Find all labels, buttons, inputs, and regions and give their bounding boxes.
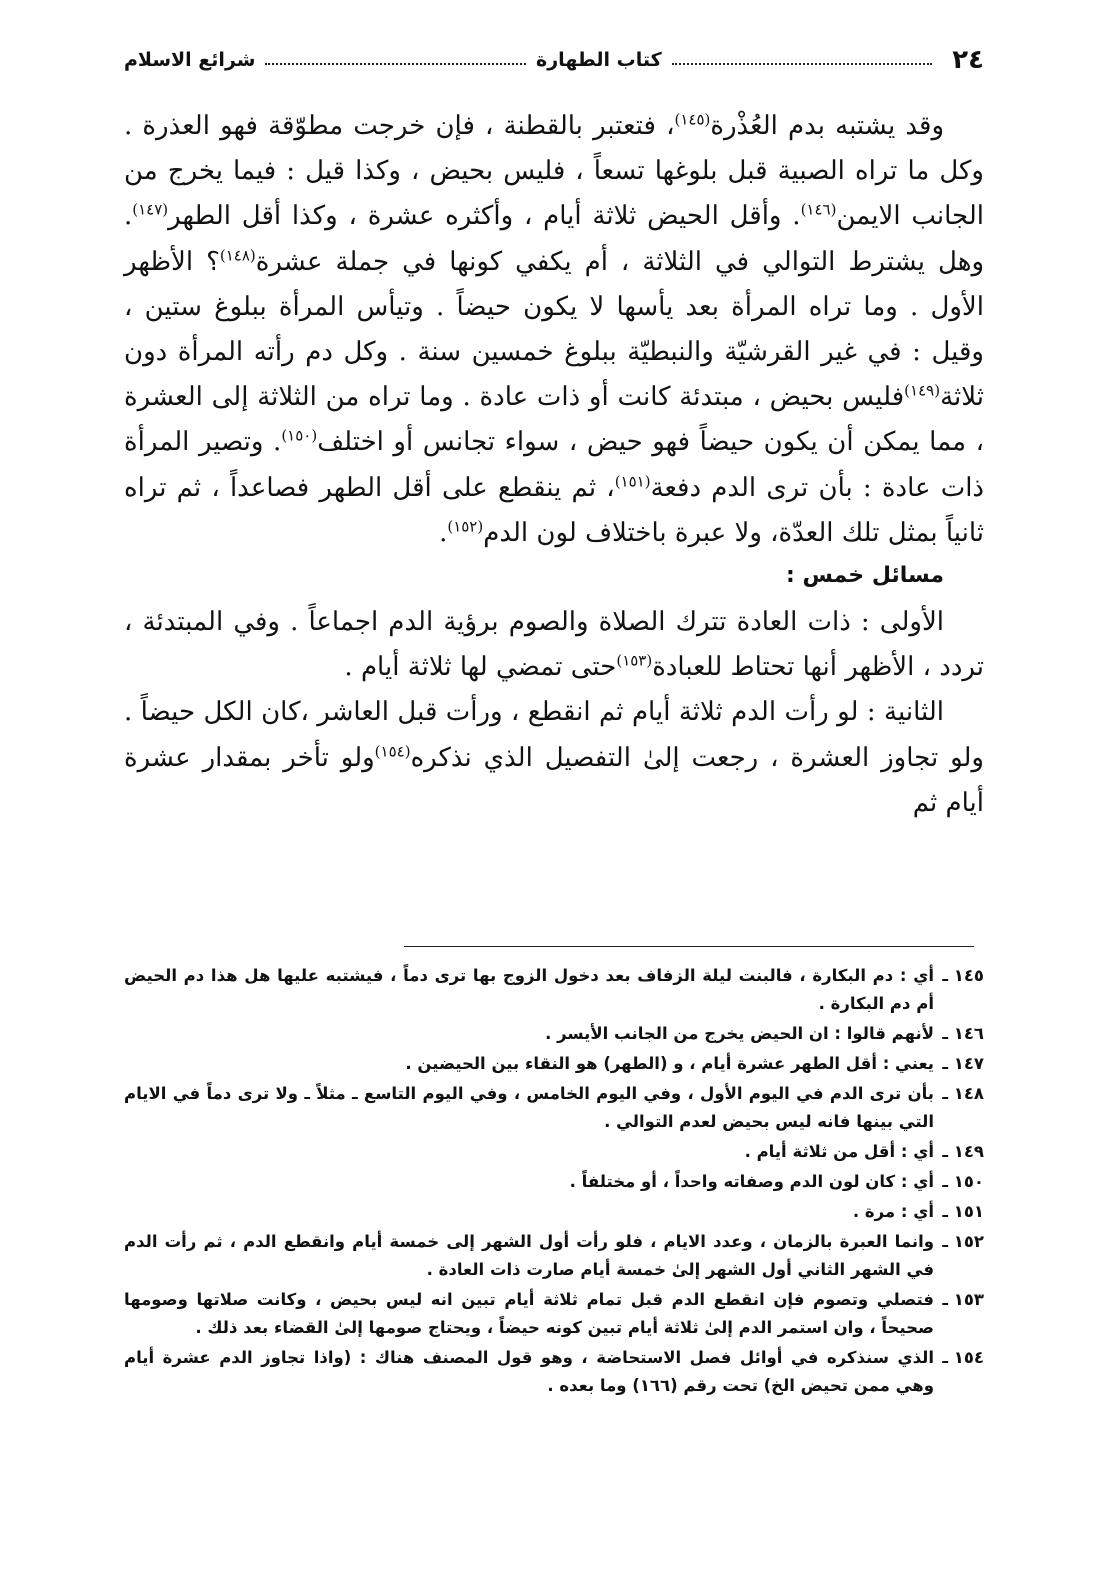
text-run: ؟ الأظهر الأول . وما تراه المرأة بعد يأسها لا يكون حيضاً . وتيأس المرأة ببلوغ ستين ، وقيل : في غير القرشيّة والنبطيّة ببلوغ خمسين سنة . وكل دم رأته المرأة دون ثلاثة <box>124 246 984 413</box>
footnote <box>124 1138 984 1166</box>
text-run: ولو تأخر بمقدار عشرة أيام ثم <box>124 742 984 818</box>
running-header <box>124 40 984 80</box>
page-number: ٢٤ <box>952 45 984 75</box>
footnote-text: فتصلي وتصوم فإن انقطع الدم قبل تمام ثلاثة أيام تبين انه ليس بحيض ، وكانت صلاتها وصومها صحيحاً ، وان استمر الدم إلىٰ ثلاثة أيام تبين كونه حيضاً ، ويحتاج صومها إلىٰ القضاء بعد ذلك . <box>124 1290 934 1337</box>
footnote <box>124 1228 984 1284</box>
text-run: . وتصير المرأة ذات عادة : بأن ترى الدم دفعة <box>124 427 984 503</box>
footnote-ref[interactable]: (١٥٣) <box>616 651 653 670</box>
footnote <box>124 1050 984 1078</box>
text-run: الثانية : لو رأت الدم ثلاثة أيام ثم انقطع ، ورأت قبل العاشر ،كان الكل حيضاً . ولو تجاوز العشرة ، رجعت إلىٰ التفصيل الذي نذكره <box>124 697 984 773</box>
footnote-text: أي : دم البكارة ، فالبنت ليلة الزفاف بعد دخول الزوج بها ترى دماً ، فيشتبه عليها هل هذا دم الحيض أم دم البكارة . <box>124 966 934 1013</box>
footnote-ref[interactable]: (١٥٤) <box>374 741 411 760</box>
text-run: . <box>439 517 448 548</box>
footnote <box>124 1198 984 1226</box>
footnote-number: ١٤٧ ـ <box>942 1054 984 1073</box>
text-run: . وأقل الحيض ثلاثة أيام ، وأكثره عشرة ، وكذا أقل الطهر <box>168 201 801 232</box>
footnote-number: ١٥٢ ـ <box>942 1232 984 1251</box>
footnote-ref[interactable]: (١٤٩) <box>904 381 941 400</box>
footnote-ref[interactable]: (١٥٢) <box>447 517 484 536</box>
footnote <box>124 1344 984 1400</box>
footnote <box>124 1168 984 1196</box>
footnote-ref[interactable]: (١٤٧) <box>132 200 169 219</box>
text-run: الأولى : ذات العادة تترك الصلاة والصوم برؤية الدم اجماعاً . وفي المبتدئة ، تردد ، الأظهر أنها تحتاط للعبادة <box>124 607 984 683</box>
header-leader-dots <box>672 63 933 65</box>
footnote-number: ١٤٩ ـ <box>942 1142 984 1161</box>
footnote-number: ١٤٨ ـ <box>942 1084 984 1103</box>
paragraph <box>124 690 984 826</box>
footnote-text: أي : أقل من ثلاثة أيام . <box>744 1142 934 1161</box>
text-run: فليس بحيض ، مبتدئة كانت أو ذات عادة . وما تراه من الثلاثة إلى العشرة ، مما يمكن أن يكون حيضاً فهو حيض ، سواء تجانس أو اختلف <box>124 382 984 458</box>
chapter-title: كتاب الطهارة <box>536 49 662 71</box>
footnote <box>124 962 984 1018</box>
text-run: ، فتعتبر بالقطنة ، فإن خرجت مطوّقة فهو العذرة . وكل ما تراه الصبية قبل بلوغها تسعاً ، فليس بحيض ، وكذا قيل : فيما يخرج من الجانب الايمن <box>124 111 984 232</box>
footnote-ref[interactable]: (١٥١) <box>614 471 651 490</box>
text-run: حتى تمضي لها ثلاثة أيام . <box>344 652 617 683</box>
book-title: شرائع الاسلام <box>124 49 256 71</box>
footnote-text: بأن ترى الدم في اليوم الأول ، وفي اليوم الخامس ، وفي اليوم التاسع ـ مثلاً ـ ولا ترى دماً في الايام التي بينها فانه ليس بحيض لعدم التوالي . <box>124 1084 934 1131</box>
footnote-number: ١٤٦ ـ <box>942 1024 984 1043</box>
footnote-text: وانما العبرة بالزمان ، وعدد الايام ، فلو رأت أول الشهر إلى خمسة أيام وانقطع الدم ، ثم رأت الدم في الشهر الثاني أول الشهر إلىٰ خمسة أيام صارت ذات العادة . <box>124 1232 934 1279</box>
text-run: . وهل يشترط التوالي في الثلاثة ، أم يكفي كونها في جملة عشرة <box>124 201 984 277</box>
footnote-number: ١٥١ ـ <box>942 1202 984 1221</box>
footnote-text: أي : كان لون الدم وصفاته واحداً ، أو مختلفاً . <box>569 1172 934 1191</box>
footnote-ref[interactable]: (١٥٠) <box>281 426 318 445</box>
footnote-separator <box>404 946 974 947</box>
footnote-text: يعني : أقل الطهر عشرة أيام ، و (الطهر) هو النقاء بين الحيضين . <box>405 1054 934 1073</box>
footnote-number: ١٥٠ ـ <box>942 1172 984 1191</box>
footnote-ref[interactable]: (١٤٦) <box>800 200 837 219</box>
footnote-number: ١٤٥ ـ <box>942 966 984 985</box>
footnotes <box>124 962 984 1402</box>
footnote-ref[interactable]: (١٤٨) <box>219 245 256 264</box>
footnote <box>124 1080 984 1136</box>
header-leader-dots <box>265 63 526 65</box>
footnote <box>124 1286 984 1342</box>
footnote-ref[interactable]: (١٤٥) <box>674 110 711 129</box>
footnote-text: الذي سنذكره في أوائل فصل الاستحاضة ، وهو قول المصنف هناك : (واذا تجاوز الدم عشرة أيام وهي ممن تحيض الخ) تحت رقم (١٦٦) وما بعده . <box>124 1348 934 1395</box>
main-text <box>124 104 984 826</box>
section-heading: مسائل خمس : <box>786 563 944 589</box>
text-run: ، ثم ينقطع على أقل الطهر فصاعداً ، ثم تراه ثانياً بمثل تلك العدّة، ولا عبرة باختلاف لون الدم <box>124 472 984 548</box>
footnote-number: ١٥٤ ـ <box>942 1348 984 1367</box>
footnote-number: ١٥٣ ـ <box>942 1290 984 1309</box>
text-run: وقد يشتبه بدم العُذْرة <box>710 111 944 141</box>
footnote <box>124 1020 984 1048</box>
footnote-text: لأنهم قالوا : ان الحيض يخرج من الجانب الأيسر . <box>545 1024 934 1043</box>
footnote-text: أي : مرة . <box>852 1202 934 1221</box>
paragraph <box>124 600 984 690</box>
paragraph <box>124 104 984 556</box>
